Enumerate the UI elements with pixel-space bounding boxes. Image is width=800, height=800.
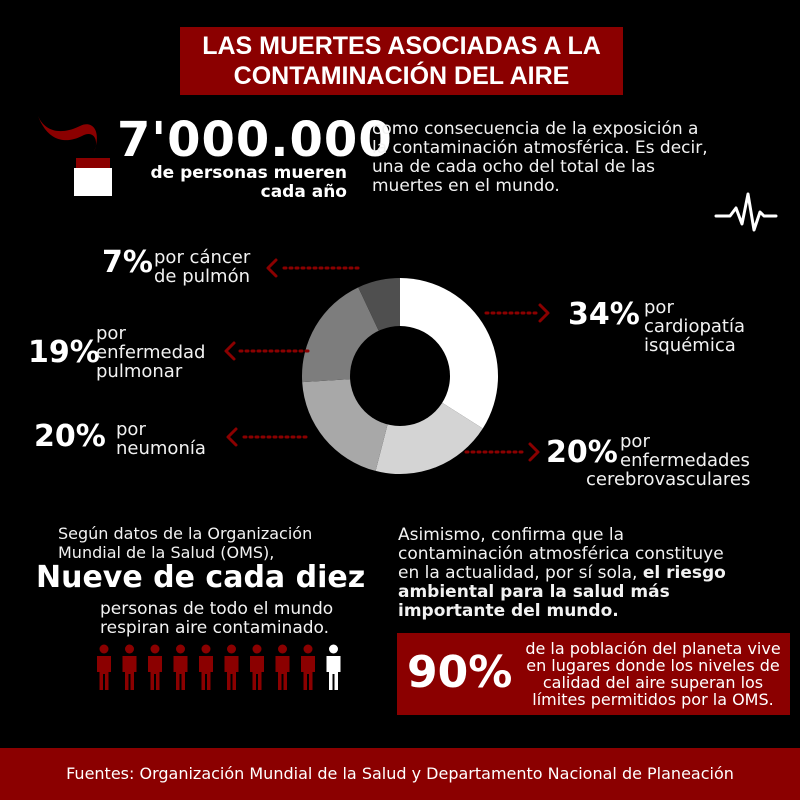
cause-cancer-l2: de pulmón (154, 266, 251, 287)
arrow-cardio-head (540, 305, 548, 321)
cause-neumonia-label (116, 420, 206, 458)
intro-line-2: la contaminación atmosférica. Es decir, (372, 138, 708, 158)
death-count: 7'000.000 (117, 112, 393, 168)
who-sub (100, 600, 380, 638)
cause-neumonia-pct: 20% (34, 419, 106, 454)
also-line-4: ambiental para la salud más (398, 582, 670, 602)
also-line-5: importante del mundo. (398, 601, 619, 621)
intro-line-1: como consecuencia de la exposición a (372, 119, 699, 139)
cause-cardio (568, 298, 640, 332)
cause-pulmonar-l2: enfermedad (96, 342, 206, 363)
who-intro (58, 524, 378, 562)
death-count-caption-1: de personas mueren (150, 163, 347, 183)
cause-cancer-label (154, 248, 250, 286)
person-icon-healthy (327, 645, 341, 691)
stat-90-pct: 90% (407, 647, 513, 698)
who-sub-1: personas de todo el mundo (100, 599, 334, 619)
cause-neumonia-l2: neumonía (116, 438, 206, 459)
cause-cerebro-l3: cerebrovasculares (586, 469, 751, 490)
also-line-3-plain: en la actualidad, por sí sola, (398, 563, 638, 583)
footer-sources: Fuentes: Organización Mundial de la Salud y Departamento Nacional de Planeación (0, 748, 800, 800)
person-icon-affected (225, 645, 239, 691)
cause-neumonia-l1: por (116, 419, 146, 440)
who-intro-2: Mundial de la Salud (OMS), (58, 543, 275, 562)
cause-pulmonar-pct: 19% (28, 335, 100, 370)
person-icon-affected (97, 645, 111, 691)
also-line-3-bold: el riesgo (642, 563, 726, 583)
cause-cardio-l2: cardiopatía (644, 316, 745, 337)
title-line-2: CONTAMINACIÓN DEL AIRE (233, 62, 570, 90)
cause-cerebro-l1: por (620, 431, 650, 452)
arrow-pulmonar-head (226, 343, 234, 359)
person-icon-affected (123, 645, 137, 691)
cause-cardio-l1: por (644, 297, 674, 318)
intro-line-4: muertes en el mundo. (372, 176, 560, 196)
stat-90-line-4: límites permitidos por la OMS. (532, 690, 774, 709)
cause-pulmonar-l1: por (96, 323, 126, 344)
stat-90-line-2: en lugares donde los niveles de (526, 656, 780, 675)
also-line-2: contaminación atmosférica constituye (398, 544, 724, 564)
also-line-1: Asimismo, confirma que la (398, 525, 624, 545)
cause-cerebro-pct: 20% (546, 435, 618, 470)
cause-pulmonar (28, 336, 100, 370)
cause-cardio-l3: isquémica (644, 335, 736, 356)
cause-cancer (102, 246, 153, 280)
stat-90-line-1: de la población del planeta vive (525, 639, 781, 658)
stat-90-text (522, 640, 784, 708)
person-icon-affected (199, 645, 213, 691)
cause-cancer-l1: por cáncer (154, 247, 251, 268)
person-icon-affected (276, 645, 290, 691)
person-icon-affected (250, 645, 264, 691)
cause-pulmonar-l3: pulmonar (96, 361, 183, 382)
person-icon-affected (301, 645, 315, 691)
death-count-caption-2: cada año (260, 182, 347, 202)
nine-of-ten: Nueve de cada diez (36, 560, 366, 595)
cause-cerebro-l2: enfermedades (620, 450, 750, 471)
person-icon-affected (174, 645, 188, 691)
person-icon-affected (148, 645, 162, 691)
cause-neumonia (34, 420, 106, 454)
who-intro-1: Según datos de la Organización (58, 524, 313, 543)
stat-90-line-3: calidad del aire superan los (542, 673, 764, 692)
title-line-1: LAS MUERTES ASOCIADAS A LA (202, 32, 601, 60)
cause-cerebro-label (586, 432, 766, 489)
who-sub-2: respiran aire contaminado. (100, 618, 330, 638)
cause-cardio-pct: 34% (568, 297, 640, 332)
also-line-3 (398, 564, 778, 583)
also-text (398, 526, 778, 621)
arrow-cerebro-head (530, 444, 538, 460)
cause-cardio-label (644, 298, 745, 355)
cause-cancer-pct: 7% (102, 245, 153, 280)
intro-line-3: una de cada ocho del total de las (372, 157, 656, 177)
arrow-neumonia-head (228, 429, 236, 445)
people-icons (94, 644, 354, 692)
cause-pulmonar-label (96, 324, 205, 381)
arrow-cancer-head (268, 260, 276, 276)
